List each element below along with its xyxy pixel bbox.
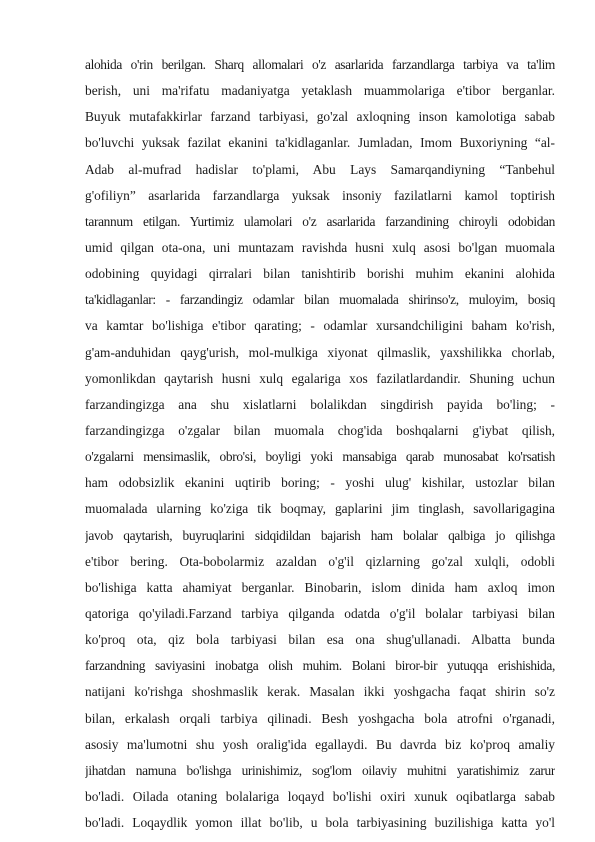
text-line-25: natijani ko'rishga shoshmaslik kerak. Masalan ikki yoshgacha faqat shirin so'z: [85, 684, 555, 700]
text-line-7: tarannum etilgan. Yurtimiz ulamolari o'z asarlarida farzandining chiroyli odobidan: [85, 213, 555, 229]
text-line-3: Buyuk mutafakkirlar farzand tarbiyasi, go'zal axloqning inson kamolotiga sabab: [85, 109, 555, 125]
text-line-5: Adab al-mufrad hadislar to'plami, Abu Lays Samarqandiyning “Tanbehul: [85, 161, 555, 177]
text-line-29: bo'ladi. Oilada otaning bolalariga loqayd bo'lishi oxiri xunuk oqibatlarga sabab: [85, 788, 555, 804]
text-line-10: ta'kidlaganlar: - farzandingiz odamlar bilan muomalada shirinso'z, muloyim, bosiq: [85, 292, 555, 308]
text-line-17: ham odobsizlik ekanini uqtirib boring; - yoshi ulug' kishilar, ustozlar bilan: [85, 475, 555, 491]
text-line-27: asosiy ma'lumotni shu yosh oralig'ida egallaydi. Bu davrda biz ko'proq amaliy: [85, 736, 555, 752]
body-text: [85, 52, 555, 836]
text-line-28: jihatdan namuna bo'lishga urinishimiz, sog'lom oilaviy muhitni yaratishimiz zarur: [85, 762, 555, 778]
text-line-13: yomonlikdan qaytarish husni xulq egalariga xos fazilatlardandir. Shuning uchun: [85, 370, 555, 386]
text-line-15: farzandingizga o'zgalar bilan muomala chog'ida boshqalarni g'iybat qilish,: [85, 422, 555, 438]
text-line-9: odobining quyidagi qirralari bilan tanishtirib borishi muhim ekanini alohida: [85, 266, 555, 282]
text-line-23: ko'proq ota, qiz bola tarbiyasi bilan esa ona shug'ullanadi. Albatta bunda: [85, 632, 555, 648]
text-line-16: o'zgalarni mensimaslik, obro'si, boyligi yoki mansabiga qarab munosabat ko'rsatish: [85, 449, 555, 465]
text-line-8: umid qilgan ota-ona, uni muntazam ravishda husni xulq asosi bo'lgan muomala: [85, 239, 555, 255]
text-line-18: muomalada ularning ko'ziga tik boqmay, gaplarini jim tinglash, savollarigagina: [85, 501, 555, 517]
text-line-12: g'am-anduhidan qayg'urish, mol-mulkiga xiyonat qilmaslik, yaxshilikka chorlab,: [85, 344, 555, 360]
text-line-24: farzandning saviyasini inobatga olish muhim. Bolani biror-bir yutuqqa erishishida,: [85, 658, 555, 674]
text-line-20: e'tibor bering. Ota-bobolarmiz azaldan o'g'il qizlarning go'zal xulqli, odobli: [85, 553, 555, 569]
text-line-4: bo'luvchi yuksak fazilat ekanini ta'kidlaganlar. Jumladan, Imom Buxoriyning “al-: [85, 135, 555, 151]
text-line-22: qatoriga qo'yiladi.Farzand tarbiya qilganda odatda o'g'il bolalar tarbiyasi bilan: [85, 605, 555, 621]
text-line-21: bo'lishiga katta ahamiyat berganlar. Binobarin, islom dinida ham axloq imon: [85, 579, 555, 595]
text-line-30: bo'ladi. Loqaydlik yomon illat bo'lib, u bola tarbiyasining buzilishiga katta yo'l: [85, 815, 555, 831]
text-line-26: bilan, erkalash orqali tarbiya qilinadi. Besh yoshgacha bola atrofni o'rganadi,: [85, 710, 555, 726]
text-line-6: g'ofiliyn” asarlarida farzandlarga yuksak insoniy fazilatlarni kamol toptirish: [85, 187, 555, 203]
text-line-1: alohida o'rin berilgan. Sharq allomalari o'z asarlarida farzandlarga tarbiya va ta'lim: [85, 57, 555, 72]
text-line-19: javob qaytarish, buyruqlarini sidqidildan bajarish ham bolalar qalbiga jo qilishga: [85, 527, 555, 543]
text-line-11: va kamtar bo'lishiga e'tibor qarating; - odamlar xursandchiligini baham ko'rish,: [85, 318, 555, 334]
text-line-14: farzandingizga ana shu xislatlarni bolalikdan singdirish payida bo'ling; -: [85, 396, 555, 412]
text-line-2: berish, uni ma'rifatu madaniyatga yetaklash muammolariga e'tibor berganlar.: [85, 83, 555, 99]
